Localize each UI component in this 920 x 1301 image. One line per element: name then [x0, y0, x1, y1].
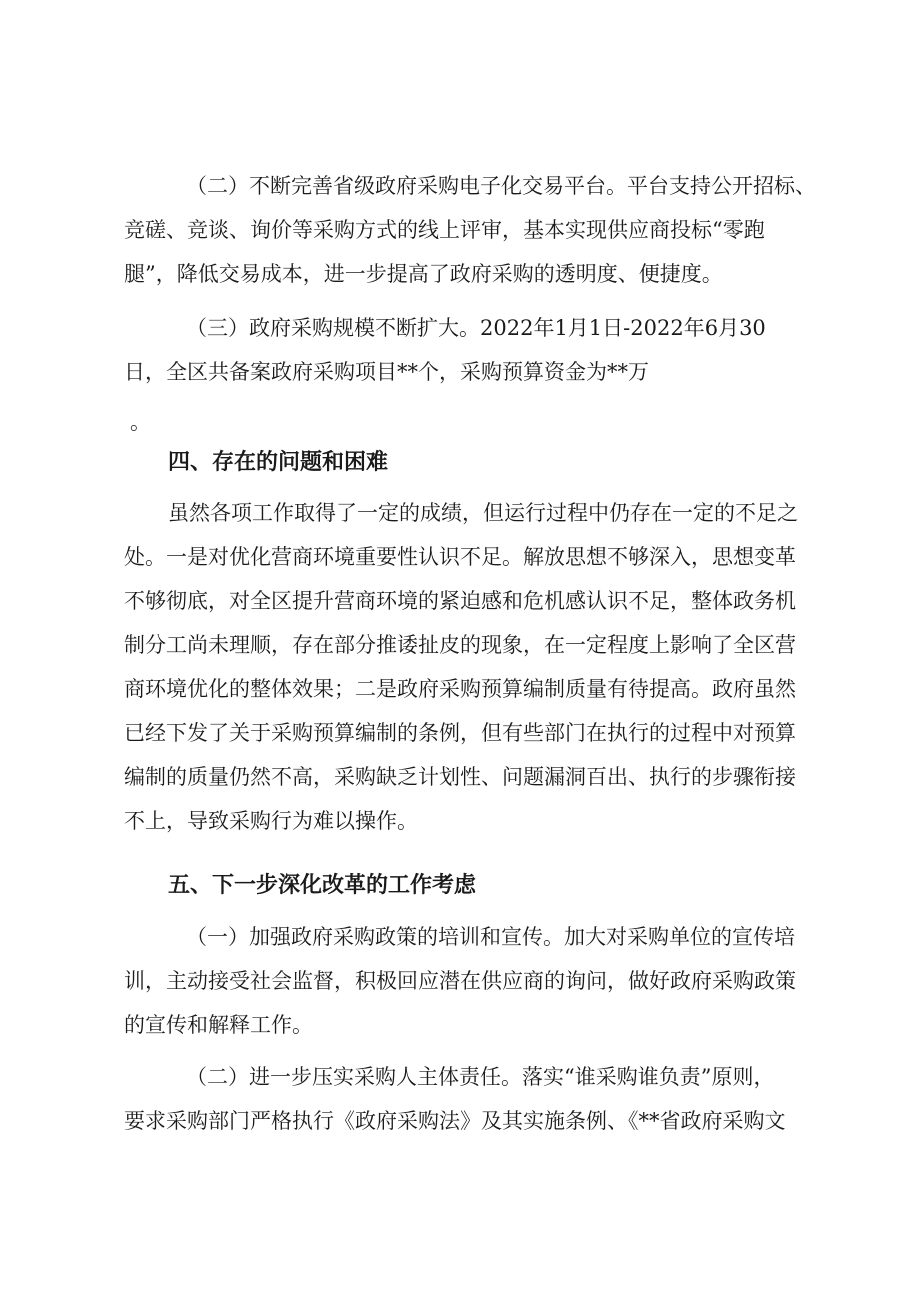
para-3-line-3: 。: [130, 410, 151, 434]
para-5-1-line-1: （一）加强政府采购政策的培训和宣传。加大对采购单位的宣传培: [186, 925, 795, 949]
para-4-line-7: 编制的质量仍然不高，采购缺乏计划性、问题漏洞百出、执行的步骤衔接: [124, 765, 796, 789]
para-4-line-6: 已经下发了关于采购预算编制的条例，但有些部门在执行的过程中对预算: [124, 721, 796, 745]
para-2-line-1: （二）不断完善省级政府采购电子化交易平台。平台支持公开招标、: [186, 174, 816, 198]
section-heading-5: 五、下一步深化改革的工作考虑: [168, 873, 477, 898]
para-4-line-8: 不上，导致采购行为难以操作。: [124, 809, 418, 833]
para-3-line-2: 日，全区共备案政府采购项目**个，采购预算资金为**万: [124, 360, 649, 384]
para-4-line-4: 制分工尚未理顺，存在部分推诿扯皮的现象，在一定程度上影响了全区营: [124, 633, 796, 657]
para-5-1-line-3: 的宣传和解释工作。: [124, 1013, 313, 1037]
para-5-2-line-1: （二）进一步压实采购人主体责任。落实“谁采购谁负责”原则，: [186, 1065, 775, 1089]
para-2-line-3: 腿”，降低交易成本，进一步提高了政府采购的透明度、便捷度。: [124, 262, 723, 286]
para-2-line-2: 竞磋、竞谈、询价等采购方式的线上评审，基本实现供应商投标“零跑: [124, 218, 765, 242]
para-4-line-3: 不够彻底，对全区提升营商环境的紧迫感和危机感认识不足，整体政务机: [124, 589, 796, 613]
para-5-1-line-2: 训，主动接受社会监督，积极回应潜在供应商的询问，做好政府采购政策: [124, 969, 796, 993]
para-3-line-1: （三）政府采购规模不断扩大。2022年1月1日-2022年6月30: [186, 316, 766, 340]
para-5-2-line-2: 要求采购部门严格执行《政府采购法》及其实施条例、《**省政府采购文: [124, 1109, 786, 1133]
para-4-line-5: 商环境优化的整体效果；二是政府采购预算编制质量有待提高。政府虽然: [124, 677, 796, 701]
para-4-line-2: 处。一是对优化营商环境重要性认识不足。解放思想不够深入，思想变革: [124, 545, 796, 569]
para-4-line-1: 虽然各项工作取得了一定的成绩，但运行过程中仍存在一定的不足之: [168, 501, 798, 525]
section-heading-4: 四、存在的问题和困难: [168, 450, 389, 475]
